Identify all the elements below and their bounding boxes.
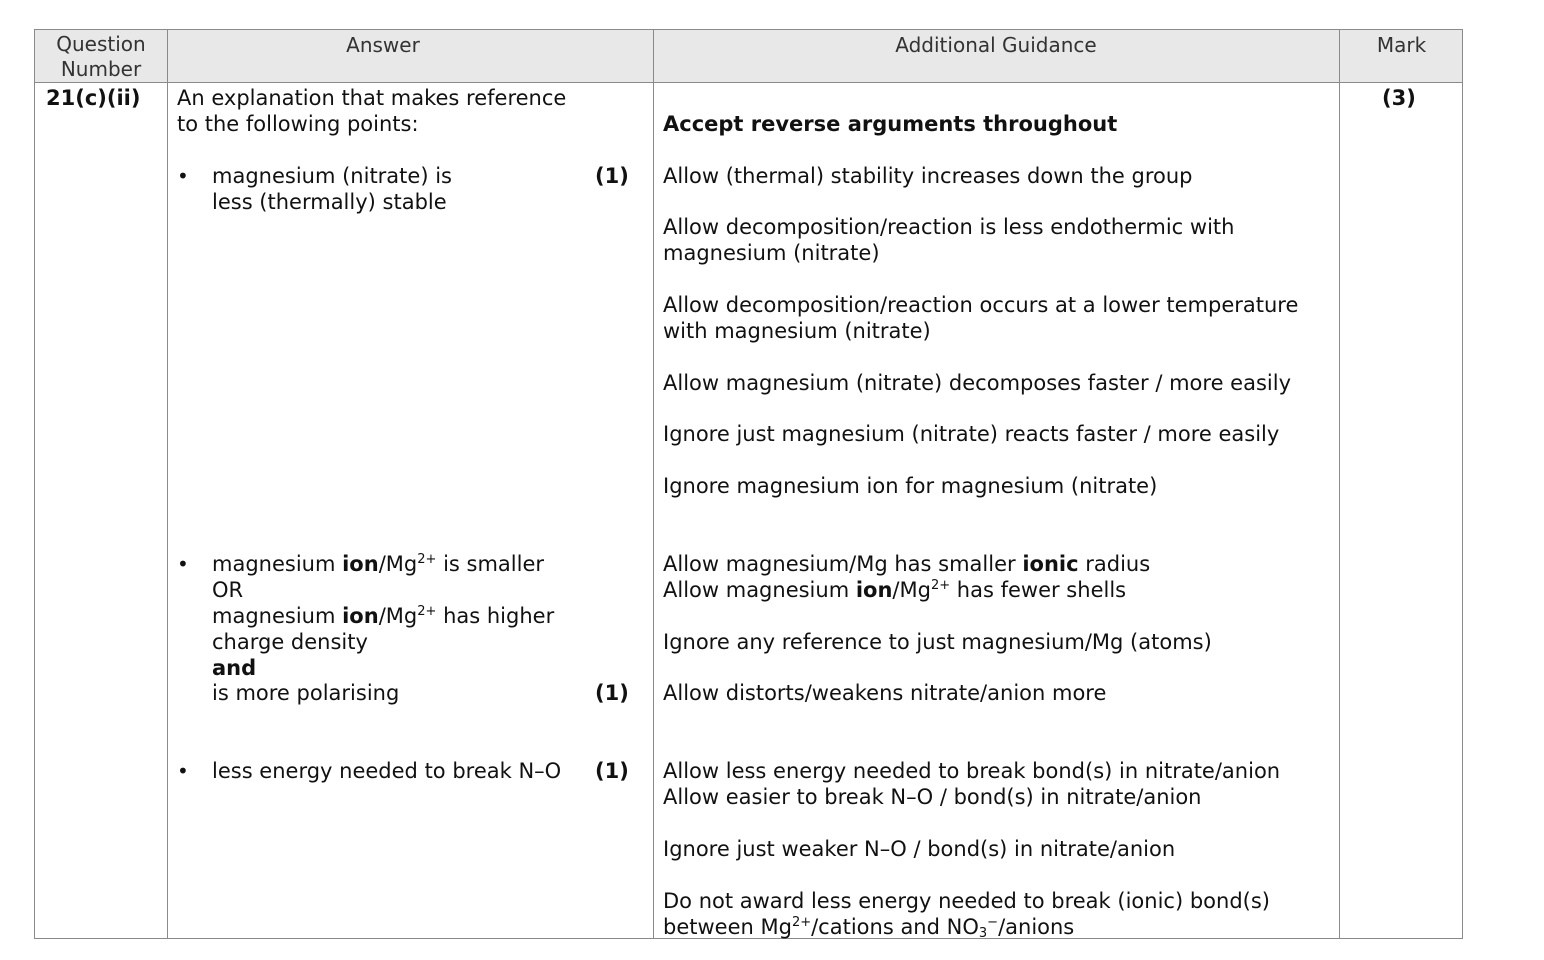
answer-point-2-or: OR xyxy=(212,578,244,602)
point-mark: (1) xyxy=(595,759,629,783)
guidance-line: Allow decomposition/reaction is less endothermic with xyxy=(663,215,1235,239)
guidance-line: Ignore just magnesium (nitrate) reacts faster / more easily xyxy=(663,422,1280,446)
header-question-number: Question Number xyxy=(56,32,146,81)
header-mark: Mark xyxy=(1376,33,1427,57)
answer-point-3: less energy needed to break N–O xyxy=(212,759,562,783)
header-answer: Answer xyxy=(346,33,420,57)
bullet-point: • xyxy=(177,164,189,188)
guidance-line: Allow less energy needed to break bond(s) in nitrate/anion xyxy=(663,759,1281,783)
guidance-line: Allow decomposition/reaction occurs at a lower temperature xyxy=(663,293,1299,317)
guidance-line: Ignore any reference to just magnesium/Mg (atoms) xyxy=(663,630,1212,654)
answer-point-2: magnesium ion/$Mg^{2+}$ is smaller xyxy=(212,552,545,576)
bullet-point: • xyxy=(177,552,189,576)
answer-point-1: magnesium (nitrate) is xyxy=(212,164,452,188)
point-mark: (1) xyxy=(595,681,629,705)
header-additional-guidance: Additional Guidance xyxy=(895,33,1097,57)
guidance-line: Allow magnesium/Mg has smaller ionic radius xyxy=(663,552,1151,576)
question-number: 21(c)(ii) xyxy=(46,86,141,110)
bullet-point: • xyxy=(177,759,189,783)
point-mark: (1) xyxy=(595,164,629,188)
answer-point-2: is more polarising xyxy=(212,681,400,705)
answer-point-2-and: and xyxy=(212,656,257,680)
guidance-accept-reverse: Accept reverse arguments throughout xyxy=(663,112,1118,136)
guidance-line: between $Mg^{2+}$/cations and $NO_3^-$/anions xyxy=(663,915,1075,941)
guidance-line: Allow distorts/weakens nitrate/anion more xyxy=(663,681,1107,705)
column-divider xyxy=(167,30,168,938)
answer-point-2: magnesium ion/$Mg^{2+}$ has higher xyxy=(212,604,555,628)
guidance-line: Ignore just weaker N–O / bond(s) in nitrate/anion xyxy=(663,837,1176,861)
column-divider xyxy=(653,30,654,938)
guidance-line: with magnesium (nitrate) xyxy=(663,319,931,343)
guidance-line: Allow easier to break N–O / bond(s) in nitrate/anion xyxy=(663,785,1202,809)
total-mark: (3) xyxy=(1382,86,1416,110)
answer-point-2: charge density xyxy=(212,630,368,654)
answer-intro: An explanation that makes reference xyxy=(177,86,567,110)
column-divider xyxy=(1339,30,1340,938)
guidance-line: Do not award less energy needed to break (ionic) bond(s) xyxy=(663,889,1270,913)
guidance-line: Ignore magnesium ion for magnesium (nitrate) xyxy=(663,474,1158,498)
guidance-line: Allow (thermal) stability increases down the group xyxy=(663,164,1193,188)
answer-intro: to the following points: xyxy=(177,112,419,136)
guidance-line: Allow magnesium (nitrate) decomposes faster / more easily xyxy=(663,371,1292,395)
answer-point-1: less (thermally) stable xyxy=(212,190,447,214)
guidance-line: Allow magnesium ion/$Mg^{2+}$ has fewer shells xyxy=(663,578,1127,602)
guidance-line: magnesium (nitrate) xyxy=(663,241,880,265)
